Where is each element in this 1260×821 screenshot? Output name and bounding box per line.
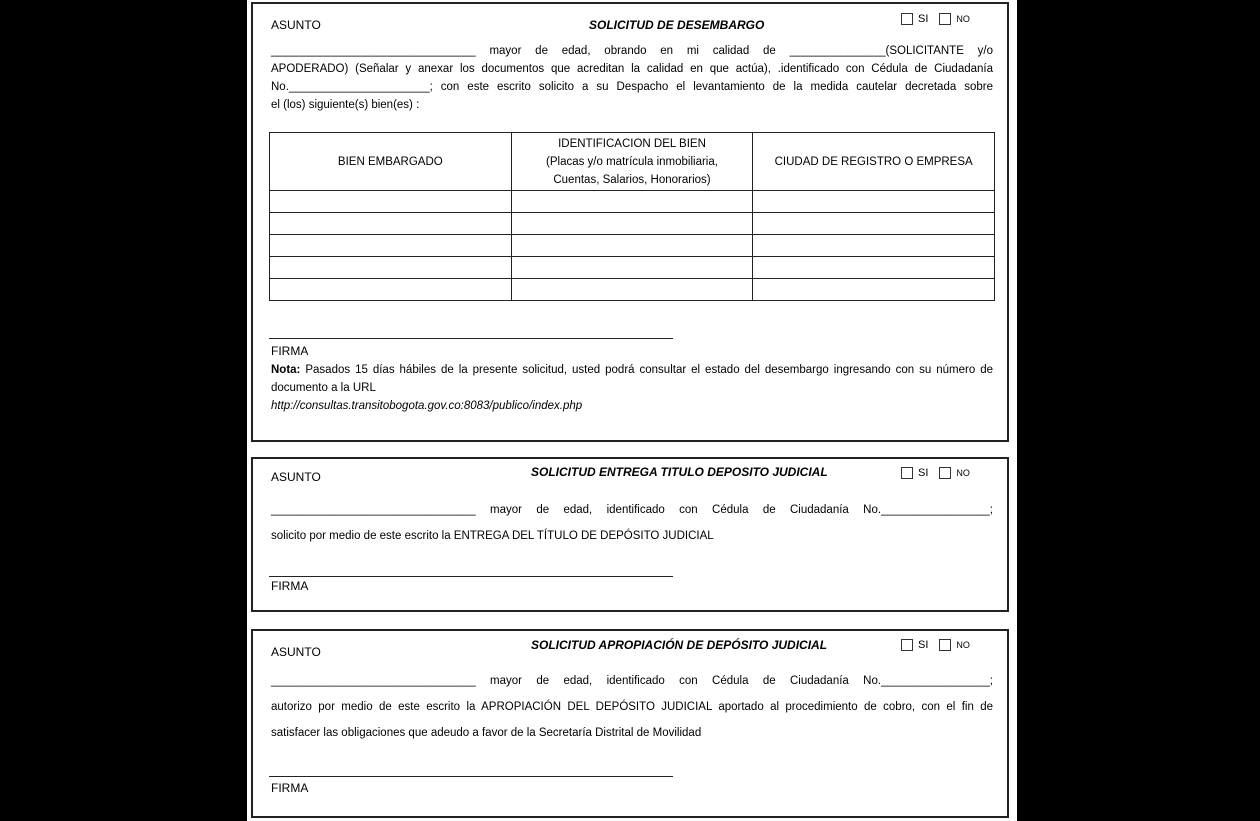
- paragraph-line: ________________________________ mayor de edad, obrando en mi calidad de _______________(SOLICITANTE y/o: [271, 45, 993, 57]
- firma-label: FIRMA: [271, 344, 309, 358]
- no-label: NO: [956, 640, 970, 650]
- table-header: BIEN EMBARGADO: [270, 133, 512, 191]
- signature-line[interactable]: [269, 576, 673, 577]
- si-checkbox[interactable]: [901, 639, 913, 651]
- table-cell[interactable]: [511, 235, 753, 257]
- note-label: Nota:: [271, 364, 301, 376]
- note-text: [271, 361, 993, 415]
- paragraph-line: No.______________________; con este escrito solicito a su Despacho el levantamiento de la medida cautelar decretada sobre: [271, 81, 993, 93]
- signature-line[interactable]: [269, 338, 673, 339]
- table-cell[interactable]: [753, 279, 995, 301]
- firma-label: FIRMA: [271, 579, 309, 593]
- paragraph-line: satisfacer las obligaciones que adeudo a favor de la Secretaría Distrital de Movilidad: [271, 727, 702, 739]
- table-cell[interactable]: [270, 279, 512, 301]
- no-label: NO: [956, 14, 970, 24]
- note-body: Pasados 15 días hábiles de la presente solicitud, usted podrá consultar el estado del desembargo ingresando con su número de documento a la URL: [271, 364, 993, 394]
- request-paragraph: [271, 668, 993, 746]
- goods-table: [269, 132, 995, 301]
- si-checkbox[interactable]: [901, 467, 913, 479]
- asunto-label: ASUNTO: [271, 470, 321, 484]
- apropiacion-section: [251, 629, 1009, 818]
- table-cell[interactable]: [270, 213, 512, 235]
- table-cell[interactable]: [511, 279, 753, 301]
- si-no-options: [901, 639, 970, 651]
- table-header-row: [270, 133, 995, 191]
- request-paragraph: [271, 497, 993, 549]
- entrega-section: [251, 457, 1009, 612]
- no-label: NO: [956, 468, 970, 478]
- paragraph-line: solicito por medio de este escrito la ENTREGA DEL TÍTULO DE DEPÓSITO JUDICIAL: [271, 530, 714, 542]
- paragraph-line: autorizo por medio de este escrito la APROPIACIÓN DEL DEPÓSITO JUDICIAL aportado al procedimiento de cobro, con el fin de: [271, 701, 993, 713]
- table-cell[interactable]: [511, 213, 753, 235]
- table-row: [270, 191, 995, 213]
- si-no-options: [901, 467, 970, 479]
- desembargo-section: [251, 2, 1009, 442]
- signature-line[interactable]: [269, 776, 673, 777]
- table-cell[interactable]: [270, 235, 512, 257]
- si-checkbox[interactable]: [901, 13, 913, 25]
- table-cell[interactable]: [270, 257, 512, 279]
- table-cell[interactable]: [753, 191, 995, 213]
- table-header: CIUDAD DE REGISTRO O EMPRESA: [753, 133, 995, 191]
- consult-url-link[interactable]: http://consultas.transitobogota.gov.co:8083/publico/index.php: [271, 400, 583, 412]
- table-cell[interactable]: [511, 191, 753, 213]
- paragraph-line: ________________________________ mayor de edad, identificado con Cédula de Ciudadanía No._________________;: [271, 675, 993, 687]
- section-title: SOLICITUD APROPIACIÓN DE DEPÓSITO JUDICIAL: [531, 638, 828, 652]
- paragraph-line: ________________________________ mayor de edad, identificado con Cédula de Ciudadanía No._________________;: [271, 504, 993, 516]
- table-cell[interactable]: [511, 257, 753, 279]
- paragraph-line: el (los) siguiente(s) bien(es) :: [271, 99, 420, 111]
- table-row: [270, 235, 995, 257]
- table-row: [270, 279, 995, 301]
- asunto-label: ASUNTO: [271, 18, 321, 32]
- table-cell[interactable]: [753, 257, 995, 279]
- request-paragraph: [271, 42, 993, 114]
- table-header: IDENTIFICACION DEL BIEN (Placas y/o matrícula inmobiliaria, Cuentas, Salarios, Honorarios): [511, 133, 753, 191]
- section-title: SOLICITUD ENTREGA TITULO DEPOSITO JUDICIAL: [531, 465, 828, 479]
- si-no-options: [901, 13, 970, 25]
- no-checkbox[interactable]: [939, 467, 951, 479]
- no-checkbox[interactable]: [939, 639, 951, 651]
- table-row: [270, 257, 995, 279]
- table-cell[interactable]: [753, 213, 995, 235]
- no-checkbox[interactable]: [939, 13, 951, 25]
- firma-label: FIRMA: [271, 781, 309, 795]
- table-cell[interactable]: [270, 191, 512, 213]
- table-row: [270, 213, 995, 235]
- paragraph-line: APODERADO) (Señalar y anexar los documentos que acreditan la calidad en que actúa), .identificado con Cédula de Ciudadanía: [271, 63, 993, 75]
- form-page: [247, 0, 1017, 821]
- si-label: SI: [918, 639, 929, 651]
- table-cell[interactable]: [753, 235, 995, 257]
- asunto-label: ASUNTO: [271, 645, 321, 659]
- si-label: SI: [918, 467, 929, 479]
- si-label: SI: [918, 13, 929, 25]
- section-title: SOLICITUD DE DESEMBARGO: [589, 18, 765, 32]
